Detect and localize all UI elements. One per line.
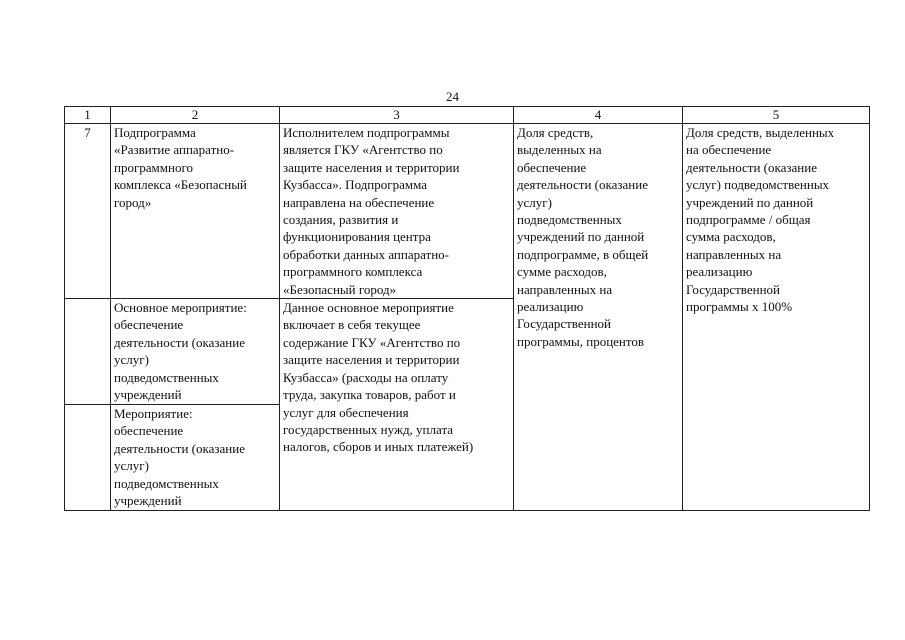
table-header-row bbox=[65, 107, 870, 124]
empty-cell bbox=[65, 299, 111, 405]
column-header: 5 bbox=[683, 107, 870, 124]
page-number: 24 bbox=[446, 89, 459, 104]
column-header: 2 bbox=[111, 107, 280, 124]
table-row bbox=[65, 124, 870, 299]
column-header: 4 bbox=[514, 107, 683, 124]
subprogram-description: Исполнителем подпрограммы является ГКУ «Агентство по защите населения и территории Кузбасса». Подпрограмма направлена на обеспечение создания, развития и функционирования центра обработки данных аппаратно- программного комплекса «Безопасный город» bbox=[280, 124, 514, 299]
row-number: 7 bbox=[65, 124, 111, 299]
column-header: 1 bbox=[65, 107, 111, 124]
main-activity-description: Данное основное мероприятие включает в себя текущее содержание ГКУ «Агентство по защите населения и территории Кузбасса» (расходы на оплату труда, закупка товаров, работ и услуг для обеспечения государственных нужд, уплата налогов, сборов и иных платежей) bbox=[280, 299, 514, 510]
activity-name: Мероприятие: обеспечение деятельности (оказание услуг) подведомственных учреждений bbox=[111, 405, 280, 510]
indicator-formula: Доля средств, выделенных на обеспечение деятельности (оказание услуг) подведомственных учреждений по данной подпрограмме / общая сумма расходов, направленных на реализацию Государственной программы х 100% bbox=[683, 124, 870, 511]
subprogram-name: Подпрограмма «Развитие аппаратно- программного комплекса «Безопасный город» bbox=[111, 124, 280, 299]
main-activity-name: Основное мероприятие: обеспечение деятельности (оказание услуг) подведомственных учреждений bbox=[111, 299, 280, 405]
program-table bbox=[64, 106, 870, 511]
empty-cell bbox=[65, 405, 111, 510]
indicator-name: Доля средств, выделенных на обеспечение деятельности (оказание услуг) подведомственных учреждений по данной подпрограмме, в общей сумме расходов, направленных на реализацию Государственной программы, процентов bbox=[514, 124, 683, 511]
column-header: 3 bbox=[280, 107, 514, 124]
